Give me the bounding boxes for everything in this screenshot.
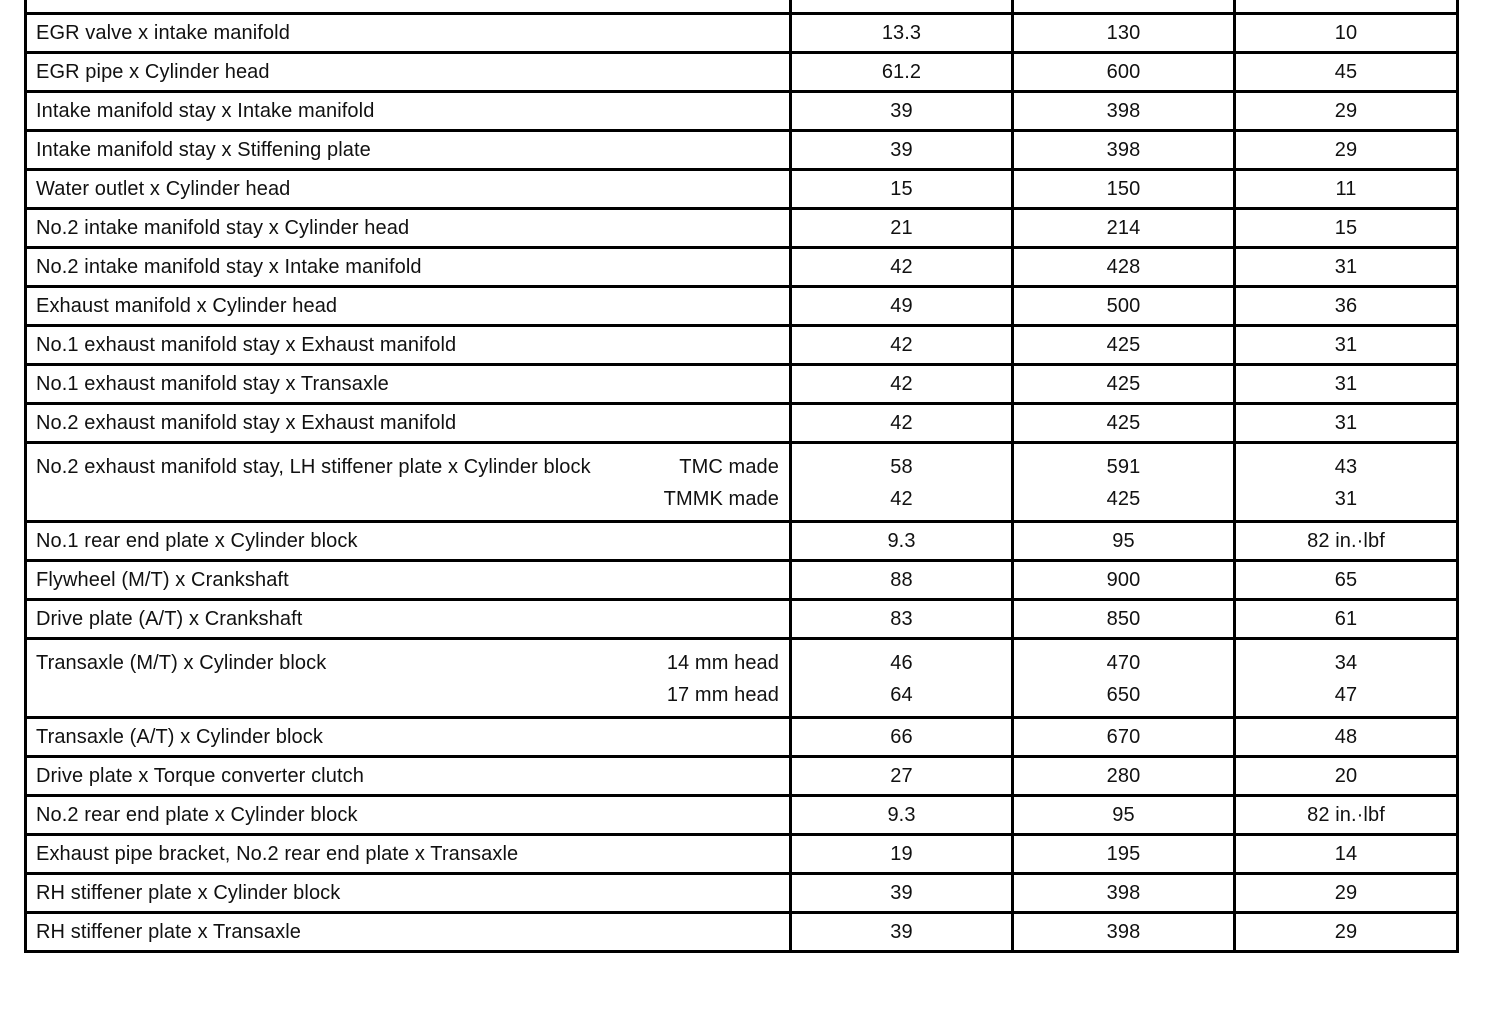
table-row	[26, 600, 1458, 639]
cell-cut-off	[26, 0, 791, 14]
torque-kgf-cm-cell: 95	[1013, 522, 1235, 561]
torque-nm-cell	[791, 443, 1013, 522]
variant-label: 17 mm head	[666, 684, 779, 706]
torque-kgf-cm-cell: 425	[1013, 404, 1235, 443]
cell-cut-off	[791, 0, 1013, 14]
table-row	[26, 14, 1458, 53]
torque-ft-lbf-cell: 31	[1235, 326, 1458, 365]
variant-label: TMC made	[679, 456, 779, 478]
torque-ft-lbf-cell: 48	[1235, 718, 1458, 757]
part-name-cell: No.1 exhaust manifold stay x Exhaust manifold	[26, 326, 791, 365]
cell-cut-off	[1013, 0, 1235, 14]
variant-value: 34	[1334, 652, 1358, 674]
table-row	[26, 522, 1458, 561]
torque-kgf-cm-cell: 195	[1013, 835, 1235, 874]
part-name-cell: Drive plate x Torque converter clutch	[26, 757, 791, 796]
part-name: No.2 exhaust manifold stay, LH stiffener plate x Cylinder block	[36, 456, 591, 478]
table-row-variants	[26, 443, 1458, 522]
table-row	[26, 365, 1458, 404]
part-name-cell	[26, 639, 791, 718]
table-body	[26, 0, 1458, 952]
cell-cut-off	[1235, 0, 1458, 14]
torque-nm-cell: 39	[791, 874, 1013, 913]
table-row	[26, 53, 1458, 92]
part-line	[36, 451, 789, 483]
torque-kgf-cm-cell	[1013, 443, 1235, 522]
torque-kgf-cm-cell: 150	[1013, 170, 1235, 209]
torque-kgf-cm-cell: 900	[1013, 561, 1235, 600]
variant-label: 14 mm head	[666, 652, 779, 674]
torque-nm-cell: 42	[791, 326, 1013, 365]
torque-kgf-cm-cell: 130	[1013, 14, 1235, 53]
part-name-cell: EGR valve x intake manifold	[26, 14, 791, 53]
torque-nm-cell	[791, 639, 1013, 718]
table-row	[26, 561, 1458, 600]
torque-ft-lbf-cell: 20	[1235, 757, 1458, 796]
variant-value: 43	[1334, 456, 1358, 478]
table-row	[26, 913, 1458, 952]
table-row	[26, 835, 1458, 874]
part-name-cell: No.2 rear end plate x Cylinder block	[26, 796, 791, 835]
part-name-cell: Exhaust manifold x Cylinder head	[26, 287, 791, 326]
table-row	[26, 209, 1458, 248]
torque-nm-cell: 61.2	[791, 53, 1013, 92]
table-row	[26, 874, 1458, 913]
torque-kgf-cm-cell: 670	[1013, 718, 1235, 757]
torque-nm-cell: 21	[791, 209, 1013, 248]
torque-kgf-cm-cell: 398	[1013, 131, 1235, 170]
torque-ft-lbf-cell: 29	[1235, 131, 1458, 170]
torque-kgf-cm-cell: 280	[1013, 757, 1235, 796]
part-name-cell: EGR pipe x Cylinder head	[26, 53, 791, 92]
torque-nm-cell: 42	[791, 365, 1013, 404]
part-name-cell: No.2 intake manifold stay x Intake manifold	[26, 248, 791, 287]
variant-value: 47	[1334, 684, 1358, 706]
torque-kgf-cm-cell: 500	[1013, 287, 1235, 326]
torque-kgf-cm-cell: 398	[1013, 92, 1235, 131]
table-row	[26, 92, 1458, 131]
variant-value: 470	[1106, 652, 1141, 674]
torque-ft-lbf-cell: 29	[1235, 92, 1458, 131]
torque-nm-cell: 9.3	[791, 522, 1013, 561]
torque-ft-lbf-cell: 82 in.·lbf	[1235, 522, 1458, 561]
part-name-cell: Drive plate (A/T) x Crankshaft	[26, 600, 791, 639]
torque-nm-cell: 39	[791, 913, 1013, 952]
torque-nm-cell: 42	[791, 248, 1013, 287]
part-name-cell: No.2 exhaust manifold stay x Exhaust manifold	[26, 404, 791, 443]
variant-label: TMMK made	[663, 488, 779, 510]
torque-ft-lbf-cell: 29	[1235, 913, 1458, 952]
part-name-cell: Exhaust pipe bracket, No.2 rear end plate x Transaxle	[26, 835, 791, 874]
torque-nm-cell: 39	[791, 131, 1013, 170]
torque-kgf-cm-cell: 425	[1013, 326, 1235, 365]
variant-value: 31	[1334, 488, 1358, 510]
part-name-cell: RH stiffener plate x Transaxle	[26, 913, 791, 952]
part-name-cell: Flywheel (M/T) x Crankshaft	[26, 561, 791, 600]
torque-nm-cell: 49	[791, 287, 1013, 326]
variant-value: 46	[890, 652, 913, 674]
torque-spec-table	[24, 0, 1459, 953]
torque-ft-lbf-cell: 29	[1235, 874, 1458, 913]
part-name-cell	[26, 443, 791, 522]
part-name-cell: Transaxle (A/T) x Cylinder block	[26, 718, 791, 757]
variant-value: 425	[1106, 488, 1141, 510]
table-row	[26, 170, 1458, 209]
table-row	[26, 757, 1458, 796]
part-name-cell: No.1 rear end plate x Cylinder block	[26, 522, 791, 561]
torque-nm-cell: 39	[791, 92, 1013, 131]
torque-kgf-cm-cell: 214	[1013, 209, 1235, 248]
variant-value: 42	[890, 488, 913, 510]
torque-ft-lbf-cell: 15	[1235, 209, 1458, 248]
table-row	[26, 796, 1458, 835]
torque-ft-lbf-cell: 31	[1235, 248, 1458, 287]
torque-ft-lbf-cell: 36	[1235, 287, 1458, 326]
table-row-variants	[26, 639, 1458, 718]
torque-nm-cell: 9.3	[791, 796, 1013, 835]
table-row	[26, 326, 1458, 365]
variant-value: 650	[1106, 684, 1141, 706]
torque-kgf-cm-cell: 95	[1013, 796, 1235, 835]
torque-kgf-cm-cell: 398	[1013, 874, 1235, 913]
part-name-cell: Intake manifold stay x Intake manifold	[26, 92, 791, 131]
part-name: Transaxle (M/T) x Cylinder block	[36, 652, 327, 674]
table-row	[26, 248, 1458, 287]
table-row	[26, 287, 1458, 326]
torque-nm-cell: 13.3	[791, 14, 1013, 53]
torque-nm-cell: 83	[791, 600, 1013, 639]
table-row	[26, 131, 1458, 170]
torque-nm-cell: 15	[791, 170, 1013, 209]
part-name-cell: Intake manifold stay x Stiffening plate	[26, 131, 791, 170]
torque-kgf-cm-cell: 850	[1013, 600, 1235, 639]
torque-kgf-cm-cell: 425	[1013, 365, 1235, 404]
table-row-cut-off	[26, 0, 1458, 14]
torque-kgf-cm-cell	[1013, 639, 1235, 718]
variant-value: 58	[890, 456, 913, 478]
torque-kgf-cm-cell: 428	[1013, 248, 1235, 287]
table-row	[26, 718, 1458, 757]
torque-nm-cell: 66	[791, 718, 1013, 757]
variant-value: 591	[1106, 456, 1141, 478]
part-name-cell: No.1 exhaust manifold stay x Transaxle	[26, 365, 791, 404]
torque-ft-lbf-cell: 14	[1235, 835, 1458, 874]
table-row	[26, 404, 1458, 443]
part-name-cell: RH stiffener plate x Cylinder block	[26, 874, 791, 913]
torque-nm-cell: 88	[791, 561, 1013, 600]
torque-ft-lbf-cell: 65	[1235, 561, 1458, 600]
torque-kgf-cm-cell: 398	[1013, 913, 1235, 952]
torque-ft-lbf-cell: 61	[1235, 600, 1458, 639]
torque-ft-lbf-cell: 31	[1235, 404, 1458, 443]
torque-ft-lbf-cell	[1235, 443, 1458, 522]
torque-ft-lbf-cell: 82 in.·lbf	[1235, 796, 1458, 835]
torque-ft-lbf-cell: 10	[1235, 14, 1458, 53]
torque-kgf-cm-cell: 600	[1013, 53, 1235, 92]
torque-ft-lbf-cell: 45	[1235, 53, 1458, 92]
torque-ft-lbf-cell	[1235, 639, 1458, 718]
part-name-cell: No.2 intake manifold stay x Cylinder head	[26, 209, 791, 248]
torque-ft-lbf-cell: 31	[1235, 365, 1458, 404]
variant-value: 64	[890, 684, 913, 706]
torque-ft-lbf-cell: 11	[1235, 170, 1458, 209]
torque-nm-cell: 42	[791, 404, 1013, 443]
part-name-cell: Water outlet x Cylinder head	[26, 170, 791, 209]
torque-nm-cell: 27	[791, 757, 1013, 796]
torque-nm-cell: 19	[791, 835, 1013, 874]
part-line	[36, 647, 789, 679]
